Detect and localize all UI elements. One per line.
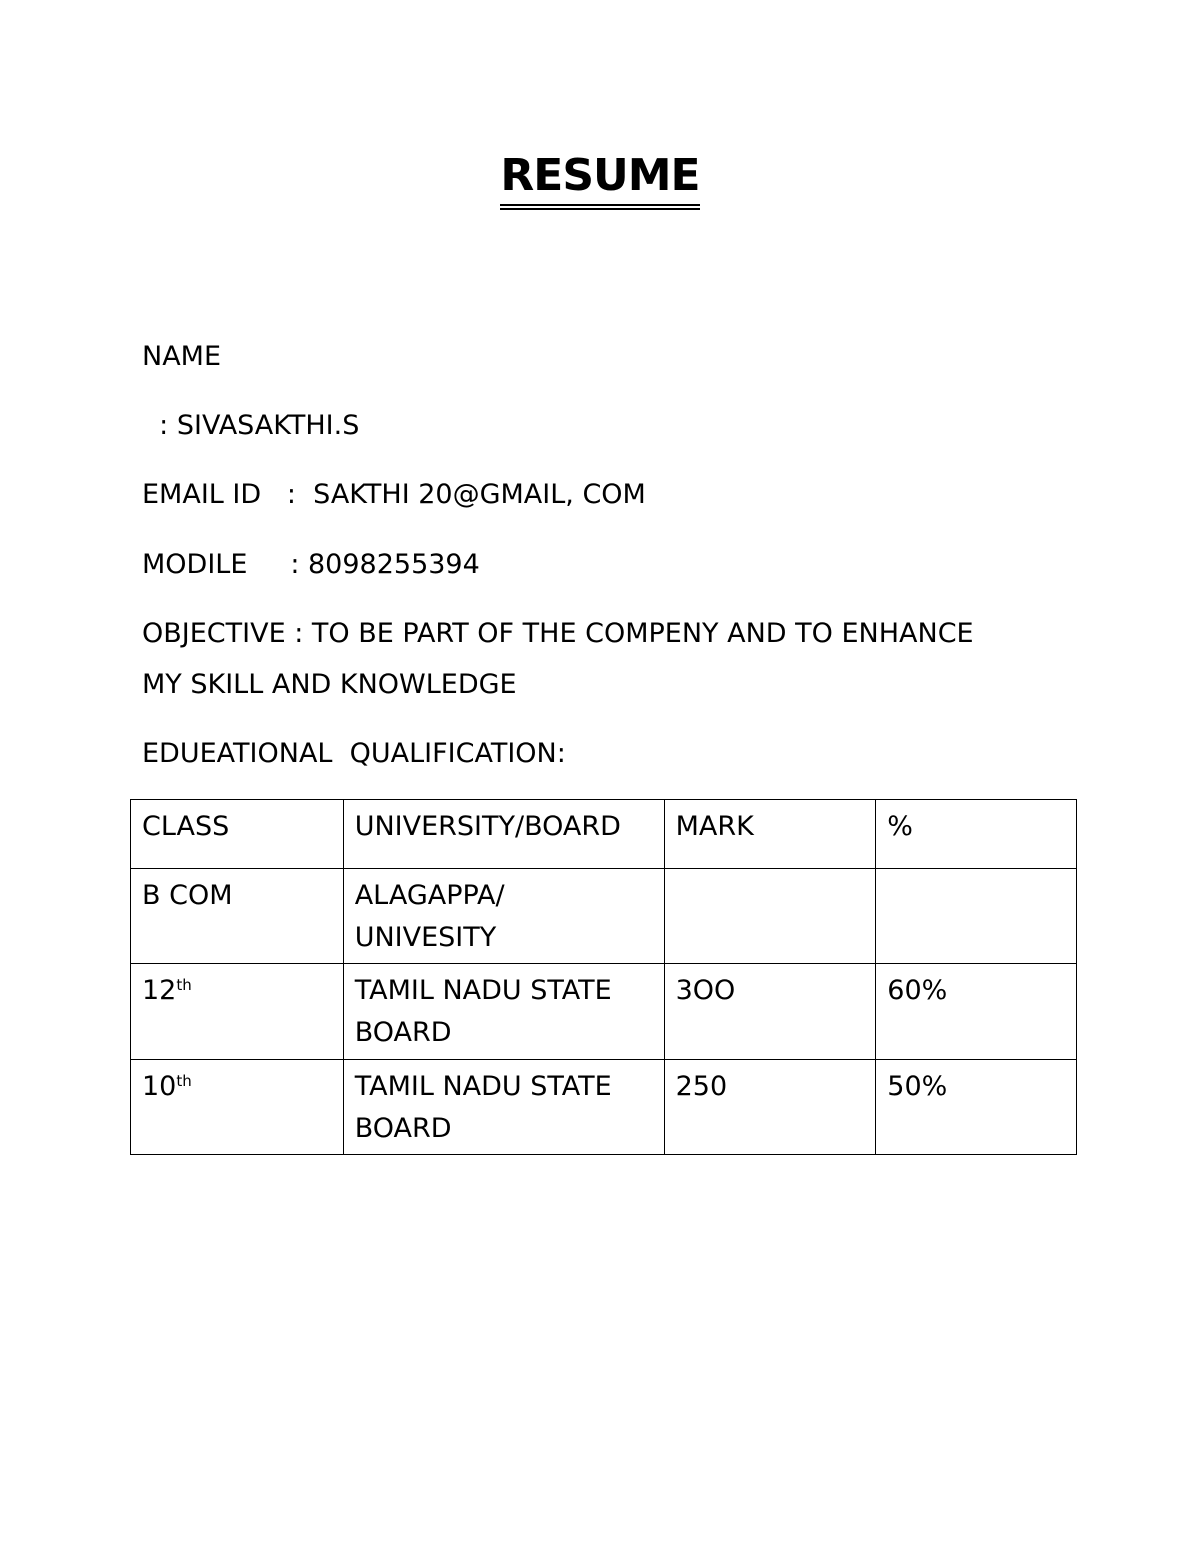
header-board: UNIVERSITY/BOARD [343, 800, 664, 869]
table-header-row [131, 800, 1077, 869]
header-class: CLASS [131, 800, 344, 869]
email-line: EMAIL ID : SAKTHI 20@GMAIL, COM [142, 479, 646, 510]
board-line-1: TAMIL NADU STATE [354, 1071, 612, 1102]
board-line-1: TAMIL NADU STATE [354, 975, 612, 1006]
mobile-line: MODILE : 8098255394 [142, 549, 480, 580]
mark-cell: 250 [664, 1060, 876, 1155]
class-cell [131, 869, 344, 964]
board-line-1: ALAGAPPA/ [354, 880, 505, 911]
mark-cell [664, 869, 876, 964]
name-value: : SIVASAKTHI.S [142, 410, 360, 441]
class-suffix: th [176, 976, 192, 994]
objective-line-2: MY SKILL AND KNOWLEDGE [142, 669, 517, 700]
board-line-2: BOARD [354, 1017, 452, 1048]
name-label: NAME [142, 341, 222, 372]
percent-cell: 60% [876, 964, 1077, 1060]
header-mark: MARK [664, 800, 876, 869]
class-cell [131, 1060, 344, 1155]
objective-line-1: OBJECTIVE : TO BE PART OF THE COMPENY AND TO ENHANCE [142, 618, 974, 649]
board-line-2: BOARD [354, 1113, 452, 1144]
header-percent: % [876, 800, 1077, 869]
resume-title [0, 150, 1200, 210]
class-suffix: th [176, 1072, 192, 1090]
class-text: B COM [142, 880, 233, 911]
percent-cell: 50% [876, 1060, 1077, 1155]
board-cell [343, 1060, 664, 1155]
resume-title-text: RESUME [500, 150, 699, 210]
mark-cell: 3OO [664, 964, 876, 1060]
table-row [131, 964, 1077, 1060]
table-row [131, 869, 1077, 964]
board-cell [343, 964, 664, 1060]
class-cell [131, 964, 344, 1060]
education-heading: EDUEATIONAL QUALIFICATION: [142, 738, 566, 769]
percent-cell [876, 869, 1077, 964]
board-line-2: UNIVESITY [354, 922, 497, 953]
board-cell [343, 869, 664, 964]
table-row [131, 1060, 1077, 1155]
education-table [130, 799, 1077, 1155]
class-text: 12 [142, 975, 177, 1006]
class-text: 10 [142, 1071, 177, 1102]
